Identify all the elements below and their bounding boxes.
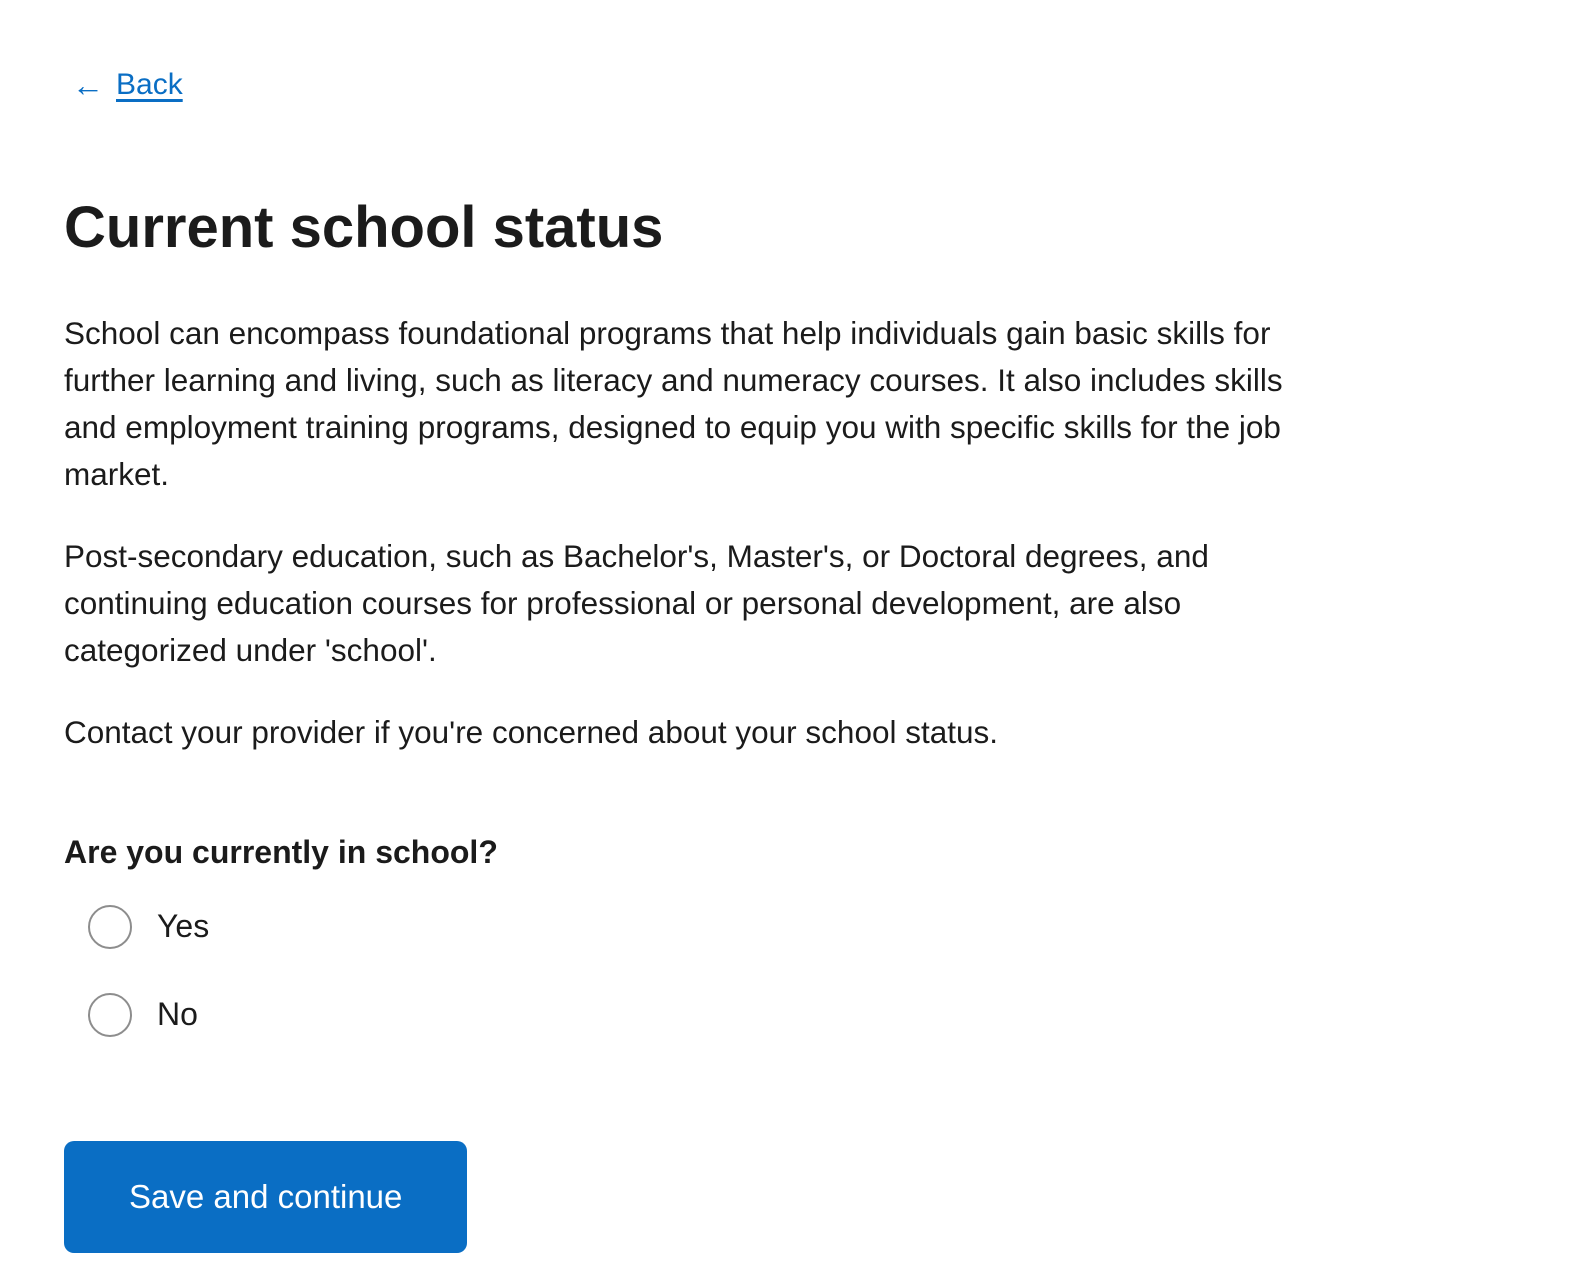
radio-label-yes: Yes	[157, 908, 210, 945]
question-label: Are you currently in school?	[64, 833, 498, 870]
radio-group	[64, 905, 1532, 1037]
left-arrow-icon: ←	[72, 67, 104, 103]
page-title: Current school status	[64, 195, 664, 260]
paragraph-school-definition: School can encompass foundational programs that help individuals gain basic skills for further learning and living, such as literacy and numeracy courses. It also includes skills and employment training programs, designed to equip you with specific skills for the job market.	[64, 314, 1283, 492]
radio-option-yes[interactable]	[88, 905, 1532, 949]
radio-button-yes[interactable]	[88, 905, 132, 949]
back-link[interactable]	[72, 68, 183, 102]
radio-button-no[interactable]	[88, 993, 132, 1037]
radio-label-no: No	[157, 996, 198, 1033]
back-link-label: Back	[116, 68, 183, 101]
radio-option-no[interactable]	[88, 993, 1532, 1037]
body-copy	[64, 310, 1532, 756]
paragraph-contact-provider: Contact your provider if you're concerned about your school status.	[64, 713, 999, 750]
save-and-continue-button[interactable]: Save and continue	[64, 1141, 467, 1253]
paragraph-post-secondary: Post-secondary education, such as Bachelor's, Master's, or Doctoral degrees, and continuing education courses for professional or personal development, are also categorized under 'school'.	[64, 537, 1209, 668]
